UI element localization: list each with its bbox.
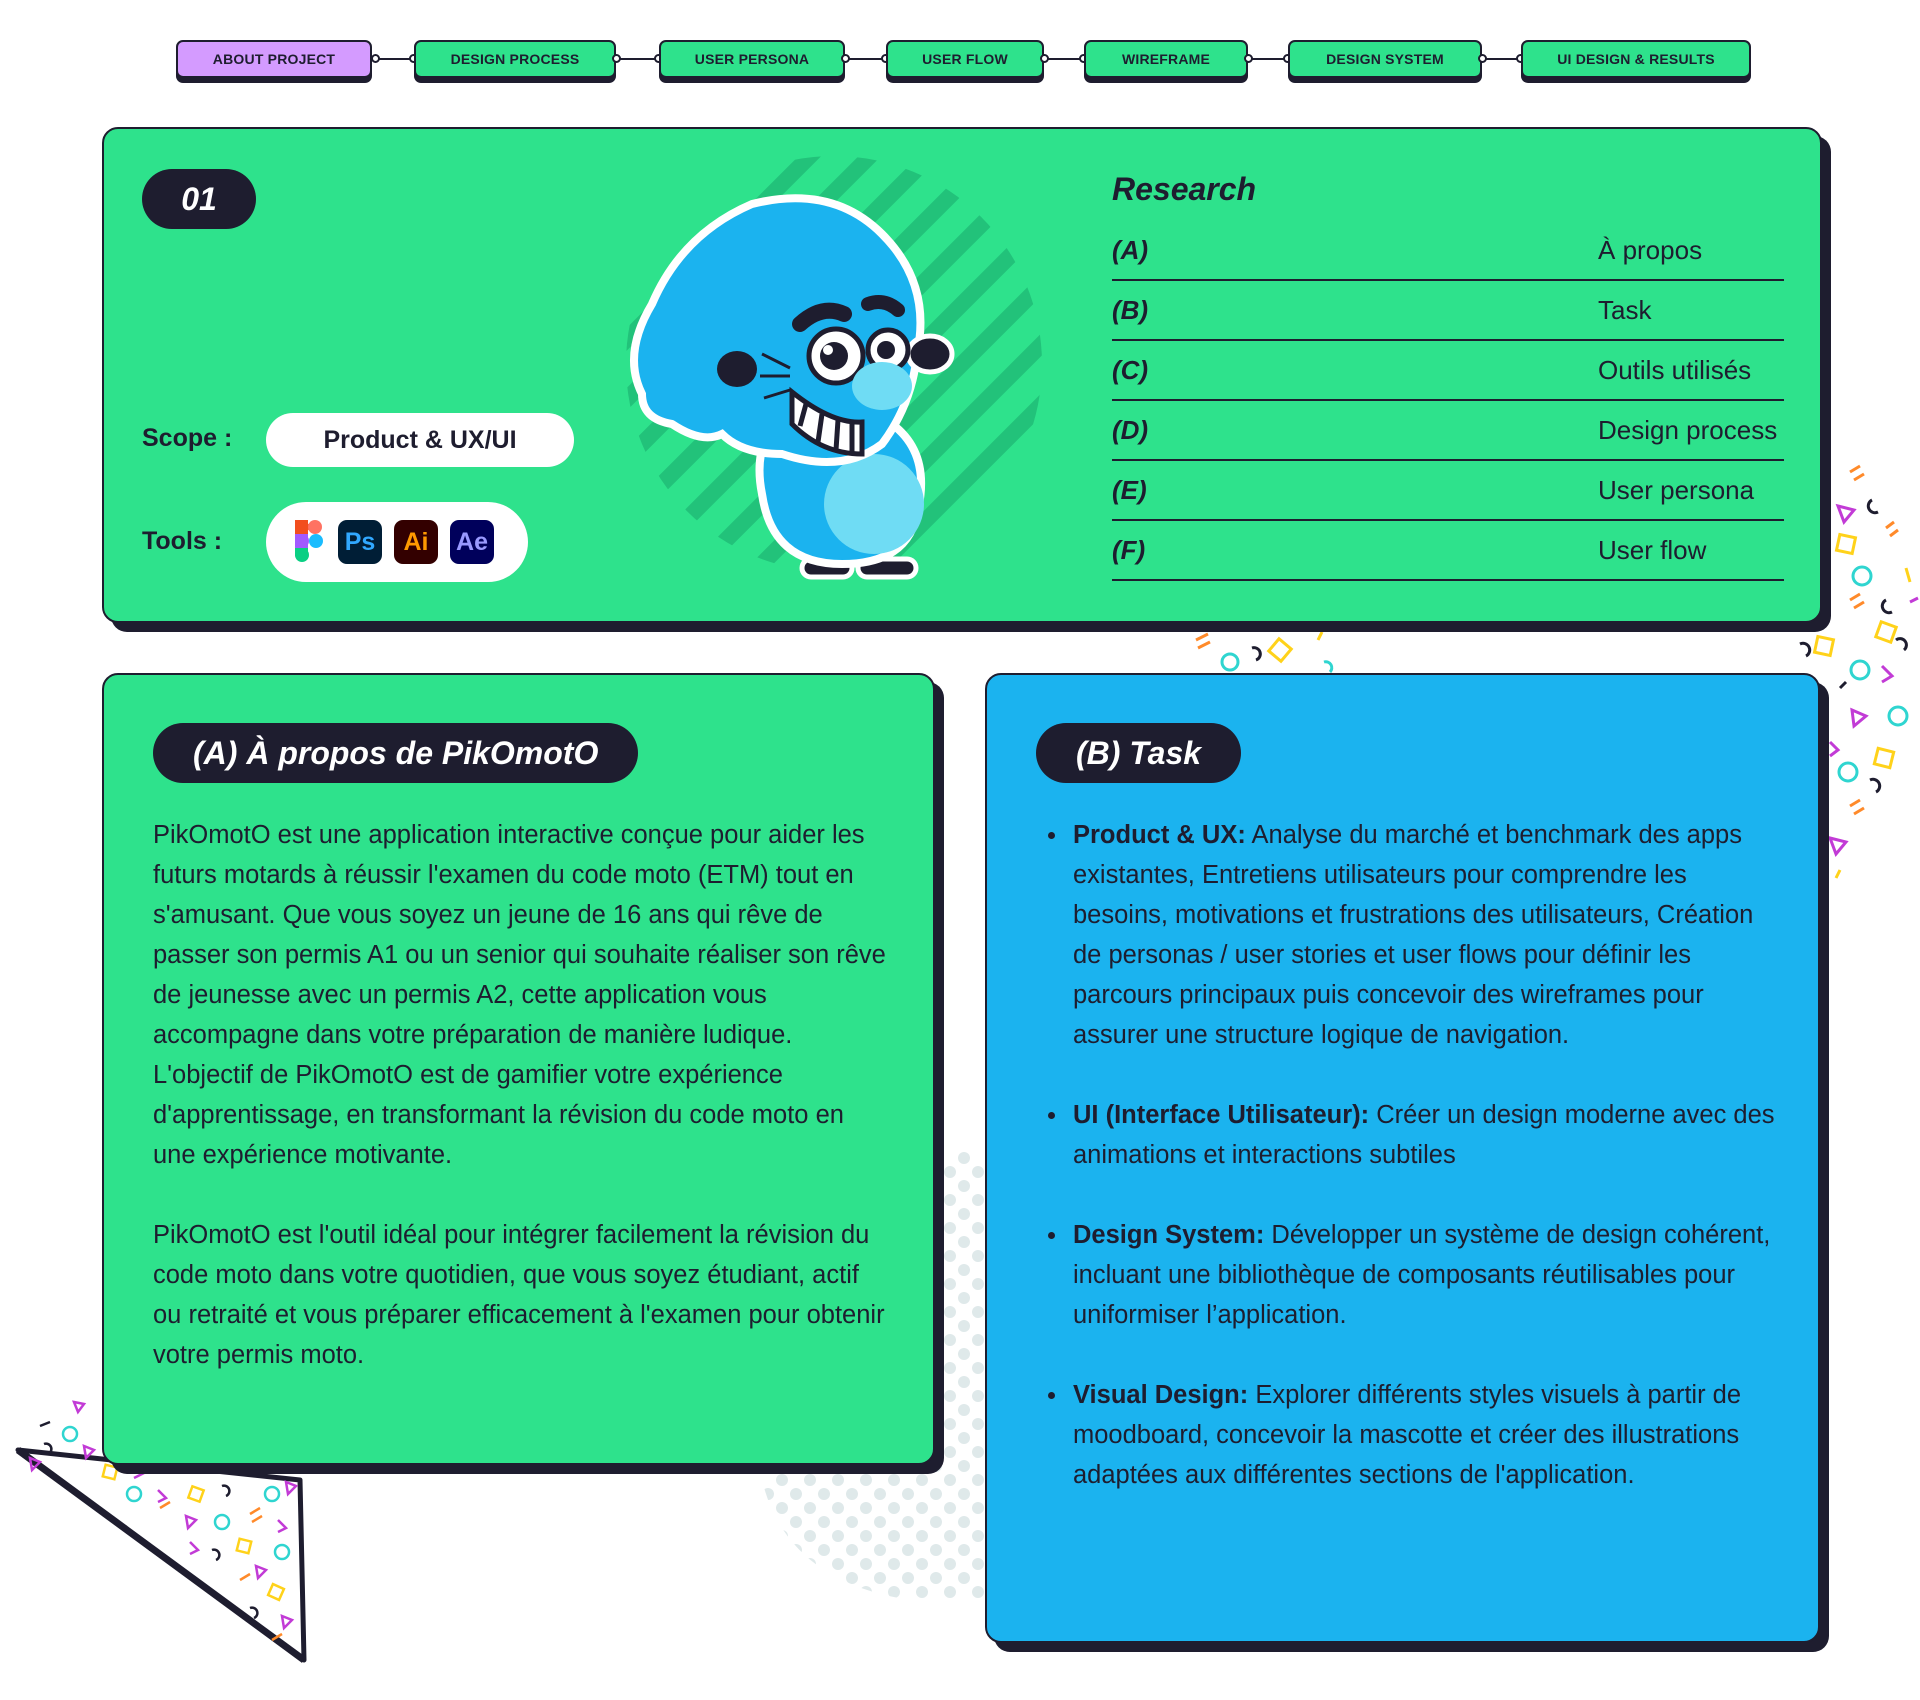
research-item-f[interactable] [1112,521,1784,581]
nav-design-system[interactable]: DESIGN SYSTEM [1288,40,1482,78]
research-item-b[interactable] [1112,281,1784,341]
research-item-key: (C) [1112,354,1149,385]
task-item-text: Développer un système de design cohérent, incluant une bibliothèque de composants réutilisables pour uniformiser l’application. [1073,1221,1771,1329]
task-item-heading: Design System: [1073,1221,1265,1249]
research-index-list [1112,221,1784,581]
research-item-label: User flow [1598,534,1707,565]
scope-value-pill: Product & UX/UI [266,413,574,467]
task-item-heading: Product & UX: [1073,821,1246,849]
about-paragraph: PikOmotO est l'outil idéal pour intégrer facilement la révision du code moto dans votre quotidien, que vous soyez étudiant, actif ou retraité et vous préparer efficacement à l'examen pour obtenir votre permis moto. [153,1221,885,1369]
tools-pill [266,502,528,582]
research-item-label: Outils utilisés [1598,354,1752,385]
research-title: Research [1112,171,1257,207]
task-item-product-ux [1036,815,1776,1055]
photoshop-icon: Ps [338,520,382,564]
nav-connector-dot [1040,54,1049,63]
pikomoto-mascot-illustration [612,154,1052,599]
section-number-badge: 01 [142,169,256,229]
about-paragraph: L'objectif de PikOmotO est de gamifier votre expérience d'apprentissage, en transformant la révision du code moto en une expérience motivante. [153,1061,844,1169]
research-item-e[interactable] [1112,461,1784,521]
nav-user-persona[interactable]: USER PERSONA [659,40,845,78]
research-item-d[interactable] [1112,401,1784,461]
after-effects-icon: Ae [450,520,494,564]
nav-connector-dot [371,54,380,63]
tools-label: Tools : [142,527,223,555]
research-item-label: Design process [1598,414,1778,445]
about-section-body [153,815,893,1375]
research-item-label: À propos [1598,234,1703,265]
task-item-visual-design [1036,1375,1776,1495]
research-item-key: (E) [1112,474,1147,505]
about-paragraph: PikOmotO est une application interactive conçue pour aider les futurs motards à réussir l'examen du code moto (ETM) tout en s'amusant. Que vous soyez un jeune de 16 ans qui rêve de passer son permis A1 ou un senior qui souhaite réaliser son rêve de jeunesse avec un permis A2, cette application vous accompagne dans votre préparation de manière ludique. [153,821,886,1049]
research-item-a[interactable] [1112,221,1784,281]
research-item-label: Task [1598,294,1652,325]
about-section-title: (A) À propos de PikOmotO [153,723,638,783]
research-item-key: (D) [1112,414,1149,445]
task-item-text: Créer un design moderne avec des animations et interactions subtiles [1073,1101,1775,1169]
task-item-heading: Visual Design: [1073,1381,1249,1409]
nav-user-flow[interactable]: USER FLOW [886,40,1044,78]
task-item-ui [1036,1095,1776,1175]
task-item-text: Analyse du marché et benchmark des apps existantes, Entretiens utilisateurs pour comprendre les besoins, motivations et frustrations des utilisateurs, Création de personas / user stories et user flows pour définir les parcours principaux puis concevoir des wireframes pour assurer une structure logique de navigation. [1073,821,1754,1049]
research-item-key: (B) [1112,294,1149,325]
nav-connector-dot [841,54,850,63]
research-item-c[interactable] [1112,341,1784,401]
illustrator-icon: Ai [394,520,438,564]
task-section-title: (B) Task [1036,723,1241,783]
nav-connector-dot [1478,54,1487,63]
task-list [1036,815,1776,1535]
research-item-key: (A) [1112,234,1149,265]
figma-icon [292,520,326,564]
task-section-card [985,673,1820,1643]
research-item-key: (F) [1112,534,1146,565]
nav-wireframe[interactable]: WIREFRAME [1084,40,1248,78]
nav-ui-design-results[interactable]: UI DESIGN & RESULTS [1521,40,1751,78]
project-overview-card [102,127,1822,623]
about-section-card [102,673,935,1465]
nav-connector-dot [612,54,621,63]
task-item-heading: UI (Interface Utilisateur): [1073,1101,1370,1129]
scope-label: Scope : [142,424,233,452]
nav-design-process[interactable]: DESIGN PROCESS [414,40,616,78]
nav-about-project[interactable]: ABOUT PROJECT [176,40,372,78]
project-nav [176,40,1746,80]
task-item-design-system [1036,1215,1776,1335]
nav-connector-dot [1244,54,1253,63]
confetti-mid-decoration [1190,626,1340,676]
task-item-text: Explorer différents styles visuels à partir de moodboard, concevoir la mascotte et créer des illustrations adaptées aux différentes sections de l'application. [1073,1381,1742,1489]
research-item-label: User persona [1598,474,1755,505]
